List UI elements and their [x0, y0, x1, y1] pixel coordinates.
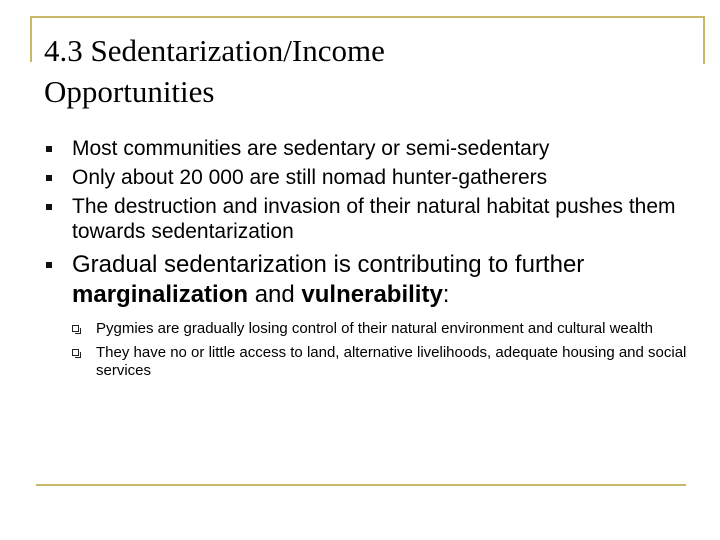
bullet-bold-marginalization: marginalization: [72, 281, 249, 308]
bullet-text: The destruction and invasion of their natural habitat pushes them towards sedentarization: [72, 195, 676, 243]
title-line-2: Opportunities: [44, 74, 215, 109]
sub-bullet-text: They have no or little access to land, alternative livelihoods, adequate housing and social services: [96, 344, 687, 379]
sub-bullet-item: [44, 344, 704, 380]
checkbox-bullet-icon: [72, 349, 79, 356]
frame-right-line: [703, 16, 705, 64]
bullet-text-mid: and: [248, 281, 302, 308]
bullet-bold-vulnerability: vulnerability: [301, 281, 443, 308]
square-bullet-icon: [46, 204, 52, 210]
square-bullet-icon: [46, 175, 52, 181]
checkbox-bullet-icon: [72, 325, 79, 332]
bullet-item: [44, 250, 704, 310]
title-line-1: 4.3 Sedentarization/Income: [44, 33, 385, 68]
bullet-item: [44, 194, 704, 244]
sub-bullet-item: [44, 320, 704, 338]
bullet-text-pre: Gradual sedentarization is contributing to further: [72, 251, 585, 278]
bullet-text: Only about 20 000 are still nomad hunter-gatherers: [72, 166, 548, 189]
sub-bullet-list: [44, 320, 704, 380]
frame-top-line: [30, 16, 705, 18]
bullet-item: [44, 165, 704, 190]
frame-left-line: [30, 16, 32, 62]
square-bullet-icon: [46, 262, 52, 268]
frame-bottom-line: [36, 484, 686, 486]
bullet-item: [44, 136, 704, 161]
bullet-text-post: :: [442, 281, 450, 308]
slide-title: [44, 30, 684, 112]
sub-bullet-text: Pygmies are gradually losing control of their natural environment and cultural wealth: [96, 320, 653, 337]
bullet-list: [44, 136, 704, 386]
square-bullet-icon: [46, 146, 52, 152]
bullet-text: Most communities are sedentary or semi-sedentary: [72, 137, 550, 160]
